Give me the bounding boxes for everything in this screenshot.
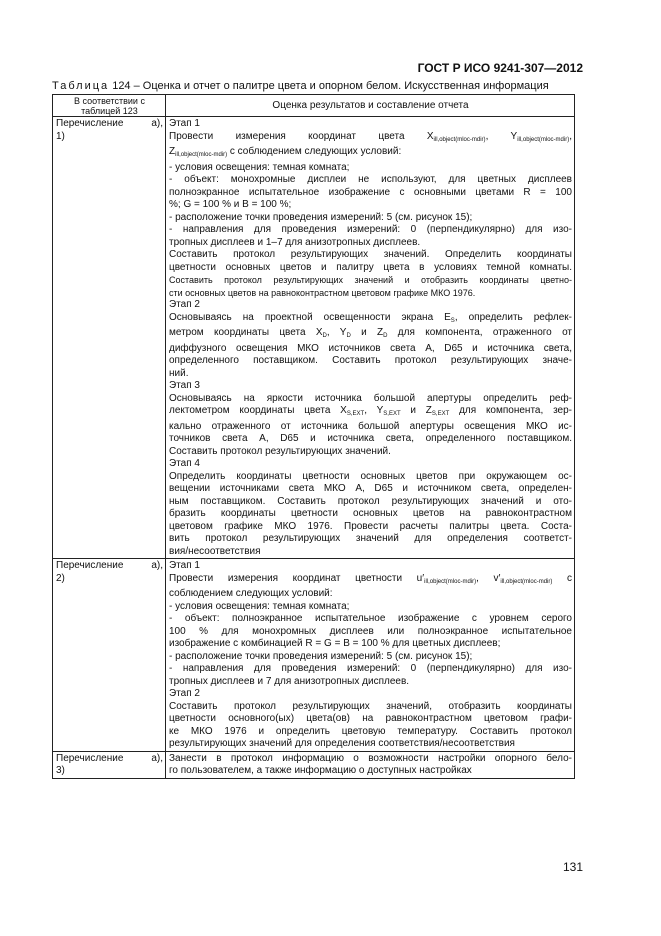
- text-line: тропных дисплеев и 1–7 для анизотропных дисплеев.: [169, 236, 421, 248]
- text-line: - расположение точки проведения измерений: 5 (см. рисунок 15);: [169, 650, 473, 662]
- text-line: соблюдением следующих условий:: [169, 588, 333, 599]
- text-line: цветности основных цветов и палитру цвета в условиях темной комнаты.: [169, 261, 572, 273]
- text-line: Провести измерения координат цвета $X_{ill,object(mloc-mdir)}$, $Y_{ill,object(mloc-mdir)}$,: [169, 130, 572, 143]
- text-line: Составить протокол результирующих значений.: [169, 445, 391, 457]
- text-line: Составить протокол результирующих значений и отобразить координаты цветно-: [169, 275, 572, 285]
- table-caption: [52, 80, 592, 92]
- text-line: - направления для проведения измерений: 0 (перпендикулярно) для изо-: [169, 663, 572, 674]
- column-header-evaluation: Оценка результатов и составление отчета: [166, 95, 575, 117]
- text-line: - условия освещения: темная комната;: [169, 600, 350, 612]
- table-row: [53, 117, 575, 559]
- text-line: ным поставщиком. Составить протокол результирующих значений и ото-: [169, 495, 572, 507]
- text-line: Этап 1: [169, 560, 200, 571]
- text-line: Основываясь на яркости источника большой апертуры определить реф-: [169, 392, 572, 404]
- table-caption-lead: Таблица: [52, 80, 110, 92]
- text-line: 100 % для монохромных дисплеев или полноэкранное испытательное: [169, 625, 572, 637]
- table-row: [53, 751, 575, 778]
- text-line: Занести в протокол информацию о возможности настройки опорного бело-: [169, 752, 572, 764]
- text-line: вить протокол результирующих значений для определения соответст-: [169, 533, 572, 544]
- enumeration-number: 2): [56, 572, 65, 584]
- table-header-row: [53, 95, 575, 117]
- text-line: Этап 2: [169, 299, 200, 310]
- enumeration-cell: [53, 117, 166, 559]
- text-line: ке МКО 1976 и определить цветовую температуру. Составить протокол: [169, 725, 572, 737]
- enumeration-number: 3): [56, 765, 65, 776]
- text-line: кально отраженного от источника большой апертуры освещения МКО ис-: [169, 420, 572, 432]
- text-line: точников света A, D65 и источника света, определенного поставщиком.: [169, 433, 572, 444]
- column-header-reference: В соответствии с таблицей 123: [53, 95, 166, 117]
- text-line: Этап 3: [169, 380, 200, 391]
- text-line: Этап 4: [169, 458, 200, 469]
- page-number: 131: [562, 860, 583, 874]
- enumeration-cell: [53, 751, 166, 778]
- text-line: Составить протокол результирующих значений. Определить координаты: [169, 249, 572, 260]
- text-line: Составить протокол результирующих значений, отобразить координаты: [169, 700, 572, 712]
- enumeration-number: 1): [56, 130, 65, 142]
- enumeration-label: Перечисление а),: [56, 560, 163, 571]
- enumeration-label: Перечисление а),: [56, 118, 163, 129]
- text-line: - расположение точки проведения измерений: 5 (см. рисунок 15);: [169, 211, 473, 223]
- text-line: цветовом графике МКО 1976. Провести расчеты палитры цвета. Соста-: [169, 520, 572, 532]
- text-line: %; G = 100 % и B = 100 %;: [169, 199, 292, 210]
- text-line: Провести измерения координат цветности $u'_{ill,object(mloc-mdir)}$, $v'_{ill,object(mloc-mdir)}$ с: [169, 572, 572, 585]
- table-row: [53, 559, 575, 752]
- text-line: го пользователем, а также информацию о доступных настройках: [169, 765, 472, 776]
- table-caption-text: 124 – Оценка и отчет о палитре цвета и опорном белом. Искусственная информация: [109, 80, 549, 92]
- text-line: Этап 2: [169, 688, 200, 699]
- text-line: Определить координаты цветности основных цветов при окружающем ос-: [169, 470, 572, 482]
- enumeration-label: Перечисление а),: [56, 752, 163, 764]
- text-line: бразить координаты цветности основных цветов на равноконтрастном: [169, 508, 572, 519]
- text-line: - направления для проведения измерений: 0 (перпендикулярно) для изо-: [169, 224, 572, 235]
- text-line: Этап 1: [169, 118, 200, 129]
- text-line: тропных дисплеев и 7 для анизотропных дисплеев.: [169, 675, 410, 687]
- text-line: диффузного освещения МКО источников света A, D65 и источника света,: [169, 342, 572, 354]
- text-line: $Z_{ill,object(mloc-mdir)}$ с соблюдением следующих условий:: [169, 146, 402, 158]
- text-line: лектометром координаты цвета $X_{S,EXT}$, $Y_{S,EXT}$ и $Z_{S,EXT}$ для компонента, зер-: [169, 405, 572, 417]
- text-line: - объект: монохромные дисплеи не используют, для цветных дисплеев: [169, 174, 572, 185]
- evaluation-cell: [166, 117, 575, 559]
- document-id: ГОСТ Р ИСО 9241-307—2012: [417, 61, 583, 75]
- text-line: - условия освещения: темная комната;: [169, 161, 350, 173]
- text-line: - объект: полноэкранное испытательное изображение с уровнем серого: [169, 613, 572, 624]
- evaluation-cell: [166, 559, 575, 752]
- text-line: метром координаты цвета $X_D$, $Y_D$ и $Z_D$ для компонента, отраженного от: [169, 327, 572, 339]
- text-line: вия/несоответствия: [169, 545, 261, 557]
- text-line: ний.: [169, 367, 189, 379]
- text-line: вещении источниками света МКО A, D65 и источником света, определен-: [169, 483, 572, 494]
- text-line: сти основных цветов на равноконтрастном цветовом графике МКО 1976.: [169, 287, 476, 298]
- text-line: изображение с комбинацией R = G = B = 100 % для цветных дисплеев;: [169, 638, 501, 649]
- text-line: определенного поставщиком. Составить протокол результирующих значе-: [169, 355, 572, 366]
- evaluation-cell: [166, 751, 575, 778]
- text-line: полноэкранное испытательное изображение с основными цветами R = 100: [169, 186, 572, 198]
- evaluation-table: [52, 94, 575, 779]
- text-line: Основываясь на проектной освещенности экрана $E_S$, определить рефлек-: [169, 311, 572, 324]
- enumeration-cell: [53, 559, 166, 752]
- text-line: цветности основного(ых) цвета(ов) на равноконтрастном цветовом графи-: [169, 713, 572, 724]
- text-line: результирующих значений для определения соответствия/несоответствия: [169, 738, 515, 749]
